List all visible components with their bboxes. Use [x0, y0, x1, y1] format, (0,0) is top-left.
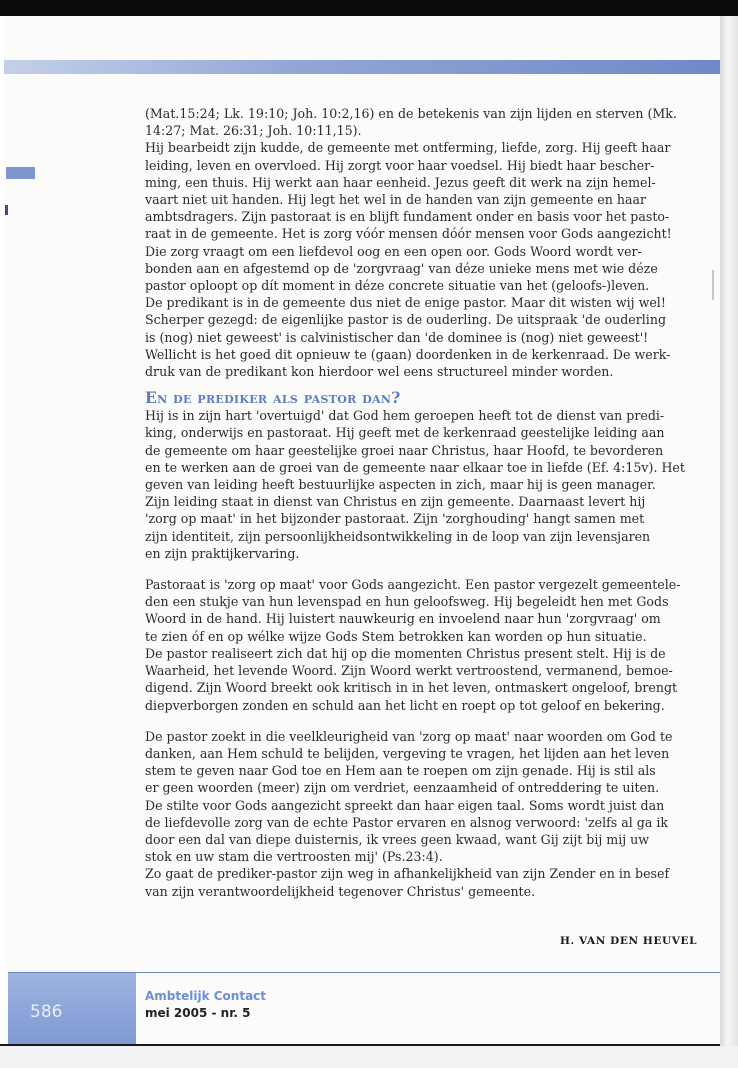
- margin-tab: [6, 167, 35, 179]
- margin-mark: [5, 205, 8, 215]
- text-line: De pastor zoekt in die veelkleurigheid van 'zorg op maat' naar woorden om God te: [145, 728, 673, 744]
- text-line: de liefdevolle zorg van de echte Pastor ervaren en alsnog verwoord: 'zelfs al ga ik: [145, 814, 668, 830]
- text-line: Hij bearbeidt zijn kudde, de gemeente met ontferming, liefde, zorg. Hij geeft haar: [145, 140, 671, 156]
- text-line: druk van de predikant kon hierdoor wel eens structureel minder worden.: [145, 364, 614, 380]
- issue-info: mei 2005 - nr. 5: [145, 1006, 251, 1020]
- text-line: Die zorg vraagt om een liefdevol oog en een open oor. Gods Woord wordt ver-: [145, 243, 642, 259]
- text-line: en te werken aan de groei van de gemeente naar elkaar toe in liefde (Ef. 4:15v). Het: [145, 459, 685, 475]
- text-line: geven van leiding heeft bestuurlijke aspecten in zich, maar hij is geen manager.: [145, 477, 656, 493]
- section-heading: En de prediker als pastor dan?: [145, 388, 401, 408]
- text-line: den een stukje van hun levenspad en hun geloofsweg. Hij begeleidt hen met Gods: [145, 594, 669, 610]
- text-line: de gemeente om haar geestelijke groei naar Christus, haar Hoofd, te bevorderen: [145, 442, 664, 458]
- text-line: Waarheid, het levende Woord. Zijn Woord werkt vertroostend, vermanend, bemoe-: [145, 663, 673, 679]
- text-line: De predikant is in de gemeente dus niet de enige pastor. Maar dit wisten wij wel!: [145, 295, 666, 311]
- text-line: Scherper gezegd: de eigenlijke pastor is de ouderling. De uitspraak 'de ouderling: [145, 312, 667, 328]
- text-line: De pastor realiseert zich dat hij op die momenten Christus present stelt. Hij is de: [145, 645, 666, 661]
- text-line: digend. Zijn Woord breekt ook kritisch in in het leven, ontmaskert ongeloof, brengt: [145, 680, 678, 696]
- text-line: vaart niet uit handen. Hij legt het wel in de handen van zijn gemeente en haar: [145, 192, 646, 208]
- text-line: Hij is in zijn hart 'overtuigd' dat God hem geroepen heeft tot de dienst van predi-: [145, 408, 665, 424]
- text-line: pastor oploopt op dít moment in déze concrete situatie van het (geloofs-)leven.: [145, 278, 650, 294]
- text-line: (Mat.15:24; Lk. 19:10; Joh. 10:2,16) en de betekenis van zijn lijden en sterven (Mk.: [145, 106, 677, 121]
- text-line: Wellicht is het goed dit opnieuw te (gaan) doordenken in de kerkenraad. De werk-: [145, 346, 671, 362]
- journal-title: Ambtelijk Contact: [145, 989, 267, 1003]
- text-line: diepverborgen zonden en schuld aan het licht en roept op tot geloof en bekering.: [145, 697, 665, 713]
- article-body: [145, 105, 715, 900]
- page-number: 586: [30, 1002, 63, 1022]
- closing-paragraph: [145, 728, 715, 900]
- text-line: De stilte voor Gods aangezicht spreekt dan haar eigen taal. Soms wordt juist dan: [145, 797, 665, 813]
- text-line: 14:27; Mat. 26:31; Joh. 10:11,15).: [145, 123, 362, 139]
- text-line: Woord in de hand. Hij luistert nauwkeurig en invoelend naar hun 'zorgvraag' om: [145, 611, 661, 627]
- pastoraat-paragraph: [145, 576, 715, 714]
- text-line: king, onderwijs en pastoraat. Hij geeft met de kerkenraad geestelijke leiding aan: [145, 425, 665, 441]
- text-line: bonden aan en afgestemd op de 'zorgvraag' van déze unieke mens met wie déze: [145, 260, 658, 276]
- footer-page-band: [8, 973, 136, 1044]
- text-line: leiding, leven en overvloed. Hij zorgt voor haar voedsel. Hij biedt haar bescher-: [145, 157, 655, 173]
- text-line: stok en uw stam die vertroosten mij' (Ps.23:4).: [145, 849, 443, 865]
- text-line: ming, een thuis. Hij werkt aan haar eenheid. Jezus geeft dit werk na zijn hemel-: [145, 174, 656, 190]
- header-band: [4, 60, 720, 74]
- text-line: Pastoraat is 'zorg op maat' voor Gods aangezicht. Een pastor vergezelt gemeentele-: [145, 577, 681, 593]
- text-line: danken, aan Hem schuld te belijden, vergeving te vragen, het lijden aan het leven: [145, 745, 670, 761]
- scan-bottom-margin: [0, 1046, 738, 1068]
- text-line: Zo gaat de prediker-pastor zijn weg in afhankelijkheid van zijn Zender en in besef: [145, 866, 670, 882]
- section-paragraph: [145, 407, 715, 562]
- text-line: door een dal van diepe duisternis, ik vrees geen kwaad, want Gij zijt bij mij uw: [145, 831, 650, 847]
- text-line: is (nog) niet geweest' is calvinistischer dan 'de dominee is (nog) niet geweest'!: [145, 329, 649, 345]
- text-line: er geen woorden (meer) zijn om verdriet, eenzaamheid of ontreddering te uiten.: [145, 780, 660, 796]
- text-line: stem te geven naar God toe en Hem aan te roepen om zijn genade. Hij is stil als: [145, 763, 656, 779]
- intro-paragraph: [145, 105, 715, 380]
- text-line: raat in de gemeente. Het is zorg vóór mensen dóór mensen voor Gods aangezicht!: [145, 226, 672, 242]
- text-line: zijn identiteit, zijn persoonlijkheidsontwikkeling in de loop van zijn levensjaren: [145, 528, 651, 544]
- scan-right-edge: [720, 16, 738, 1056]
- text-line: te zien óf en op wélke wijze Gods Stem betrokken kan worden op hun situatie.: [145, 628, 647, 644]
- scan-top-border: [0, 0, 738, 16]
- author-name: H. VAN DEN HEUVEL: [560, 935, 698, 947]
- text-line: van zijn verantwoordelijkheid tegenover Christus' gemeente.: [145, 883, 536, 899]
- text-line: 'zorg op maat' in het bijzonder pastoraat. Zijn 'zorghouding' hangt samen met: [145, 511, 645, 527]
- text-line: ambtsdragers. Zijn pastoraat is en blijft fundament onder en basis voor het pasto-: [145, 209, 670, 225]
- text-line: Zijn leiding staat in dienst van Christus en zijn gemeente. Daarnaast levert hij: [145, 494, 646, 510]
- text-line: en zijn praktijkervaring.: [145, 545, 300, 561]
